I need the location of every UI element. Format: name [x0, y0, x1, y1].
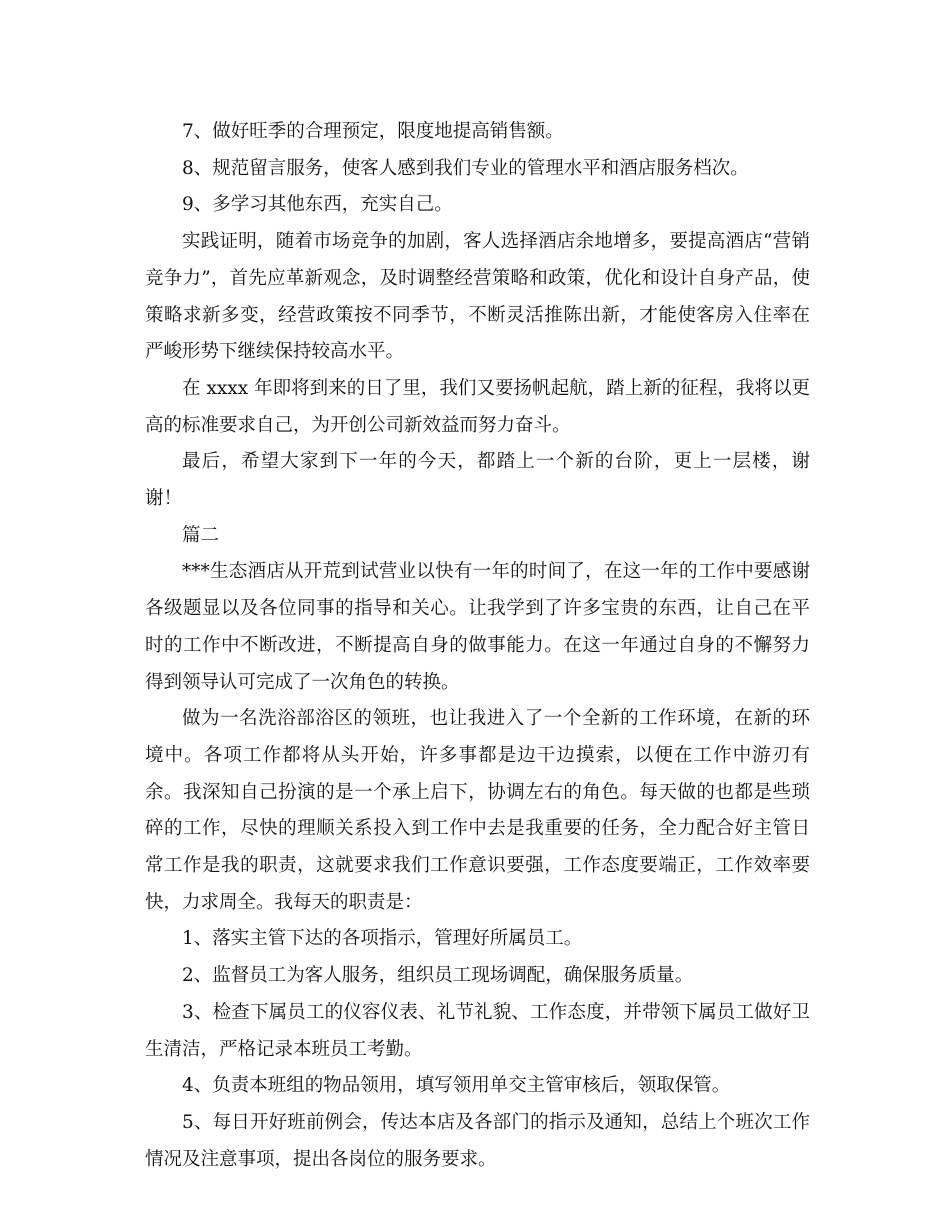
- paragraph-item-7: 7、做好旺季的合理预定，限度地提高销售额。: [182, 121, 564, 142]
- paragraph-item-9: 9、多学习其他东西，充实自己。: [182, 194, 453, 216]
- paragraph-role: 做为一名洗浴部浴区的领班，也让我进入了一个全新的工作环境，在新的环境中。各项工作都将从头开始，许多事都是边干边摸索，以便在工作中游刃有余。我深知自己扮演的是一个承上启下，协调左右的角色。每天做的也都是些琐碎的工作，尽快的理顺关系投入到工作中去是我重要的任务，全力配合好主管日常工作是我的职责，这就要求我们工作意识要强，工作态度要端正，工作效率要快，力求周全。我每天的职责是：: [145, 708, 810, 913]
- paragraph-item-8: 8、规范留言服务，使客人感到我们专业的管理水平和酒店服务档次。: [182, 157, 749, 179]
- paragraph-practice-proof: 实践证明，随着市场竞争的加剧，客人选择酒店余地增多，要提高酒店“营销竞争力”，首先应革新观念，及时调整经营策略和政策，优化和设计自身产品，使策略求新多变，经营政策按不同季节，不断灵活推陈出新，才能使客房入住率在严峻形势下继续保持较高水平。: [145, 231, 810, 363]
- document-body: [145, 114, 810, 1178]
- section-heading: 篇二: [182, 524, 220, 546]
- duty-item-5: 5、每日开好班前例会，传达本店及各部门的指示及通知，总结上个班次工作情况及注意事项，提出各岗位的服务要求。: [145, 1111, 810, 1170]
- duty-item-4: 4、负责本班组的物品领用，填写领用单交主管审核后，领取保管。: [182, 1075, 731, 1097]
- duty-item-1: 1、落实主管下达的各项指示，管理好所属员工。: [182, 928, 583, 950]
- duty-item-2: 2、监督员工为客人服务，组织员工现场调配，确保服务质量。: [182, 965, 694, 987]
- paragraph-new-year: 在 xxxx 年即将到来的日了里，我们又要扬帆起航，踏上新的征程，我将以更高的标准要求自己，为开创公司新效益而努力奋斗。: [145, 377, 810, 436]
- paragraph-closing: 最后，希望大家到下一年的今天，都踏上一个新的台阶，更上一层楼，谢谢！: [145, 451, 810, 510]
- duty-item-3: 3、检查下属员工的仪容仪表、礼节礼貌、工作态度，并带领下属员工做好卫生清洁，严格记录本班员工考勤。: [145, 1001, 810, 1060]
- paragraph-intro: ***生态酒店从开荒到试营业以快有一年的时间了，在这一年的工作中要感谢各级题显以及各位同事的指导和关心。让我学到了许多宝贵的东西，让自己在平时的工作中不断改进，不断提高自身的做事能力。在这一年通过自身的不懈努力得到领导认可完成了一次角色的转换。: [145, 561, 810, 693]
